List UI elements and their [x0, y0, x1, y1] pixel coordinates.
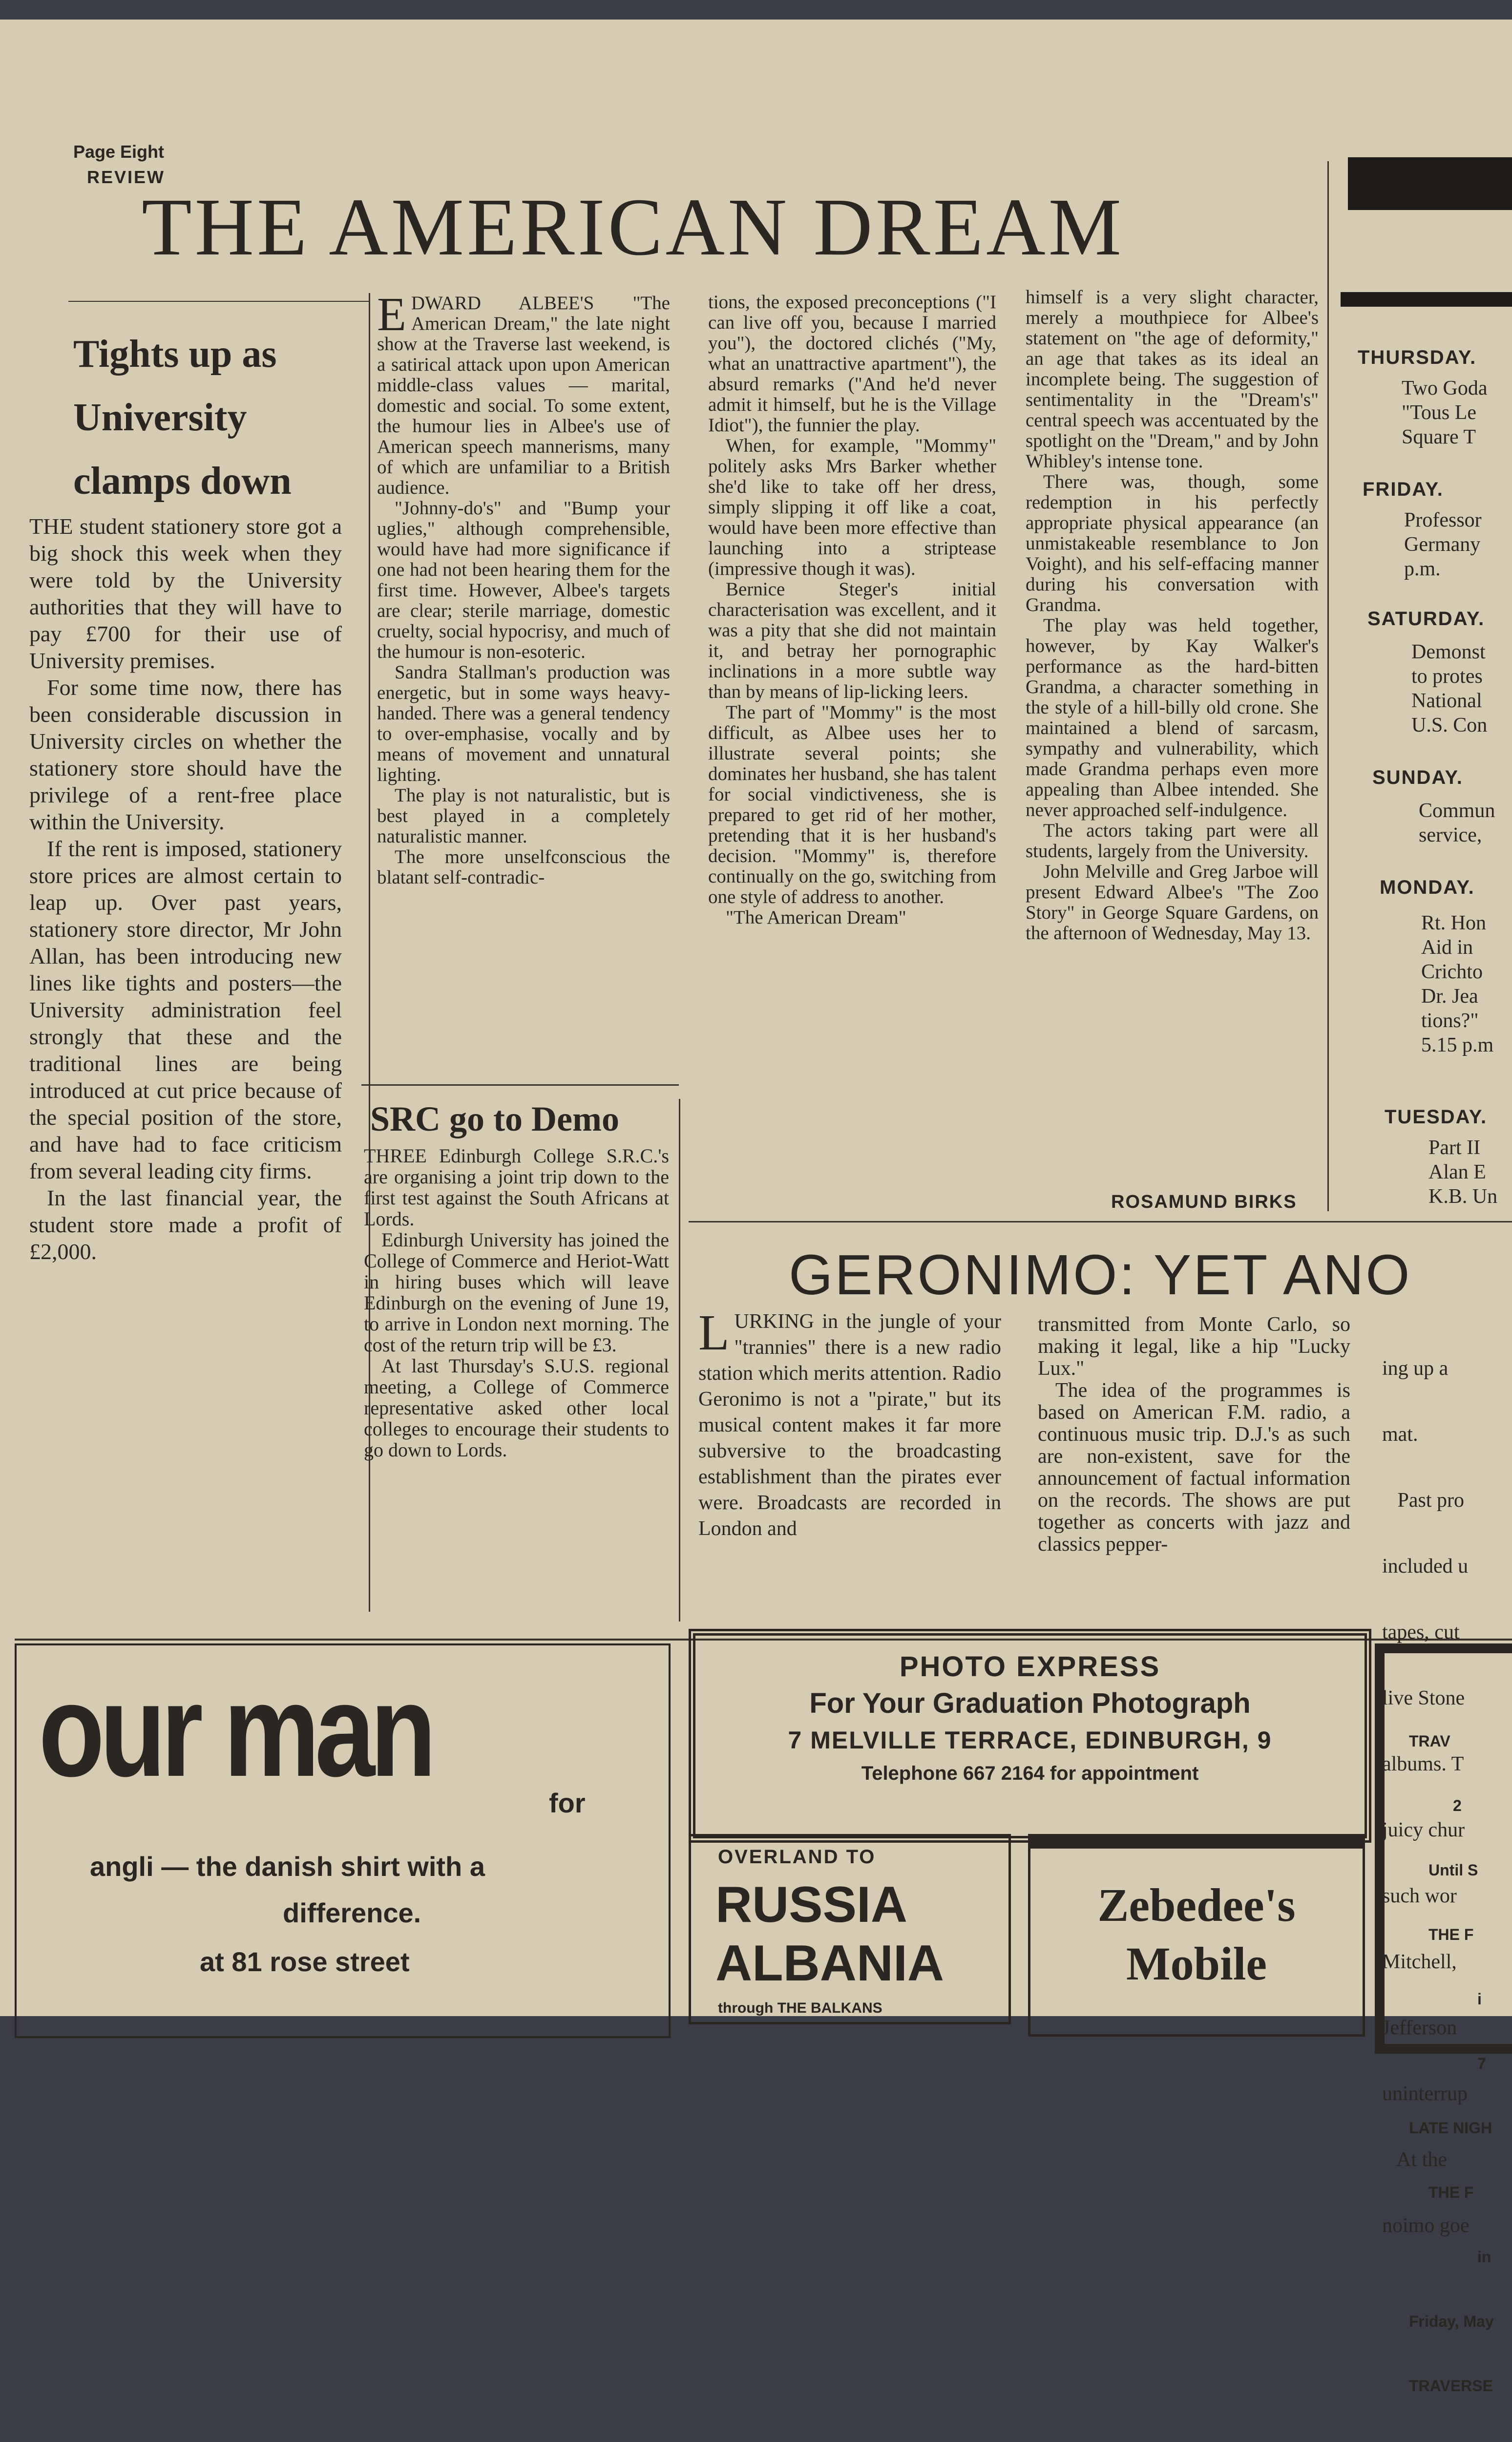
ad-photo-express: PHOTO EXPRESS For Your Graduation Photograph 7 MELVILLE TERRACE, EDINBURGH, 9 Telephone 667 2164 for appointment: [689, 1629, 1371, 1843]
geronimo-headline: GERONIMO: YET ANO: [789, 1243, 1412, 1306]
our-man-line: difference.: [283, 1897, 421, 1928]
geronimo-column-2: transmitted from Monte Carlo, so making it legal, like a hip "Lucky Lux." The idea of the programmes is based on American F.M. radio, a continuous music trip. D.J.'s as such are non-existent, save for the announcement of factual information on the records. The shows are put together as concerts with jazz and classics pepper-: [1038, 1313, 1350, 1556]
diary-day: THURSDAY.: [1358, 347, 1477, 368]
dropcap: L: [698, 1305, 730, 1361]
column-rule: [679, 1099, 680, 1621]
src-body: THREE Edinburgh College S.R.C.'s are organising a joint trip down to the first test against the South Africans at Lords. Edinburgh University has joined the College of Commerce and Heriot-Watt in hiring buses which will leave Edinburgh on the evening of June 19, to arrive in London next morning. The cost of the return trip will be £3. At last Thursday's S.U.S. regional meeting, a College of Commerce representative asked other local colleges to encourage their students to go down to Lords.: [364, 1145, 669, 1461]
diary-day: SATURDAY.: [1367, 608, 1485, 630]
our-man-line: at 81 rose street: [200, 1946, 410, 1977]
rule: [689, 1221, 1512, 1222]
ad-traverse: TRAV 2 Until S THE F i 7 LATE NIGH THE F in Friday, May TRAVERSE: [1375, 1643, 1512, 2054]
page-number: Page Eight: [73, 142, 165, 162]
diary-day: MONDAY.: [1380, 877, 1475, 898]
geronimo-column-3: ing up a mat. Past pro included u tapes, cut live Stone albums. T juicy chur such wor Mitchell, Jefferson uninterrup At the noimo goe: [1382, 1357, 1470, 2237]
rule: [68, 301, 369, 302]
our-man-for: for: [549, 1788, 586, 1818]
black-bar: [1348, 157, 1512, 210]
our-man-logo: our man: [39, 1657, 432, 1804]
ad-zebedee: Zebedee's Mobile: [1028, 1834, 1365, 2037]
diary-day: SUNDAY.: [1372, 767, 1463, 788]
tights-body: THE student stationery store got a big shock this week when they were told by the University authorities that they will have to pay £700 for their use of University premises. For some time now, there has been considerable discussion in University circles on whether the stationery store should have the privilege of a rent-free place within the University. If the rent is imposed, stationery store prices are almost certain to leap up. Over past years, stationery store director, Mr John Allan, has been introducing new lines like tights and posters—the University administration feel strongly that these and the traditional lines are being introduced at cut price because of the special position of the store, and have had to face criticism from several leading city firms. In the last financial year, the student store made a profit of £2,000.: [29, 514, 342, 1264]
rule: [361, 1084, 679, 1086]
diary-day: TUESDAY.: [1385, 1106, 1488, 1128]
section-label: REVIEW: [87, 167, 166, 187]
our-man-line: angli — the danish shirt with a: [90, 1851, 485, 1882]
headline: THE AMERICAN DREAM: [142, 182, 1125, 273]
review-column-3: himself is a very slight character, merely a mouthpiece for Albee's statement on "the age of deformity," an age that takes as its ideal an incomplete being. The suggestion of sentimentality in the "Dream's" central speech was accentuated by the spotlight on the "Dream," and by John Whibley's intense tone. There was, though, some redemption in his perfectly appropriate physical appearance (an unmistakeable resemblance to Jon Voight), and his self-effacing manner during his conversation with Grandma. The play was held together, however, by Kay Walker's performance as the hard-bitten Grandma, a character something in the style of a hill-billy old crone. She maintained a blend of sarcasm, sympathy and vulnerability, which made Grandma perhaps even more appealing than Albee intended. She never approached self-indulgence. The actors taking part were all students, largely from the University. John Melville and Greg Jarboe will present Edward Albee's "The Zoo Story" in George Square Gardens, on the afternoon of Wednesday, May 13.: [1026, 287, 1319, 944]
geronimo-column-1: LURKING in the jungle of your "trannies" there is a new radio station which merits attention. Radio Geronimo is not a "pirate," but its musical content makes it far more subversive to the broadcasting establishment than the pirates ever were. Broadcasts are recorded in London and: [698, 1305, 1001, 1540]
dropcap: E: [377, 288, 406, 341]
diary-sidebar: THURSDAY. Two Goda "Tous Le Square T FRIDAY. Professor Germany p.m. SATURDAY. Demonst to protes National U.S. Con SUNDAY. Commun service, MONDAY. Rt. Hon Aid in Crichto Dr. Jea tions?" 5.15 p.m TUESDAY. Part II Alan E K.B. Un: [1358, 347, 1498, 1208]
black-bar: [1341, 292, 1512, 307]
column-rule: [1327, 161, 1329, 1211]
review-column-1: EDWARD ALBEE'S "The American Dream," the late night show at the Traverse last weekend, is a satirical attack upon upon American middle-class values — marital, domestic and social. To some extent, the humour lies in Albee's use of American speech mannerisms, many of which are unfamiliar to a British audience. "Johnny-do's" and "Bump your uglies," although comprehensible, would have had more significance if one had not been hearing them for the first time. However, Albee's targets are clear; sterile marriage, domestic cruelty, social hypocrisy, and much of the humour is non-esoteric. Sandra Stallman's production was energetic, but in some ways heavy-handed. There was a general tendency to over-emphasise, vocally and by means of movement and unnatural lighting. The play is not naturalistic, but is best played in a completely naturalistic manner. The more unselfconscious the blatant self-contradic-: [377, 288, 670, 888]
diary-day: FRIDAY.: [1363, 479, 1444, 500]
byline: ROSAMUND BIRKS: [1111, 1192, 1297, 1212]
ad-overland: OVERLAND TO RUSSIA ALBANIA through THE BALKANS: [689, 1834, 1011, 2024]
tights-headline: Tights up as University clamps down: [73, 333, 292, 503]
ad-our-man: [15, 1643, 671, 2038]
src-headline: SRC go to Demo: [370, 1099, 619, 1138]
review-column-2: tions, the exposed preconceptions ("I can live off you, because I married you"), the doctored clichés ("My, what an unattractive apartment"), the absurd remarks ("And he'd never admit it himself, but he is the Village Idiot"), the funnier the play. When, for example, "Mommy" politely asks Mrs Barker whether she'd like to take off her dress, simply slipping it off like a coat, would have been more effective than launching into a striptease (impressive though it was). Bernice Steger's initial characterisation was excellent, and it was a pity that she did not maintain it, and betray her pornographic inclinations in a more subtle way than by means of lip-licking leers. The part of "Mommy" is the most difficult, as Albee uses her to illustrate several points; she dominates her husband, she has talent for social vindictiveness, she is prepared to get rid of her mother, pretending that it is her husband's decision. "Mommy" is, therefore continually on the go, switching from one style of address to another. "The American Dream": [708, 292, 996, 928]
